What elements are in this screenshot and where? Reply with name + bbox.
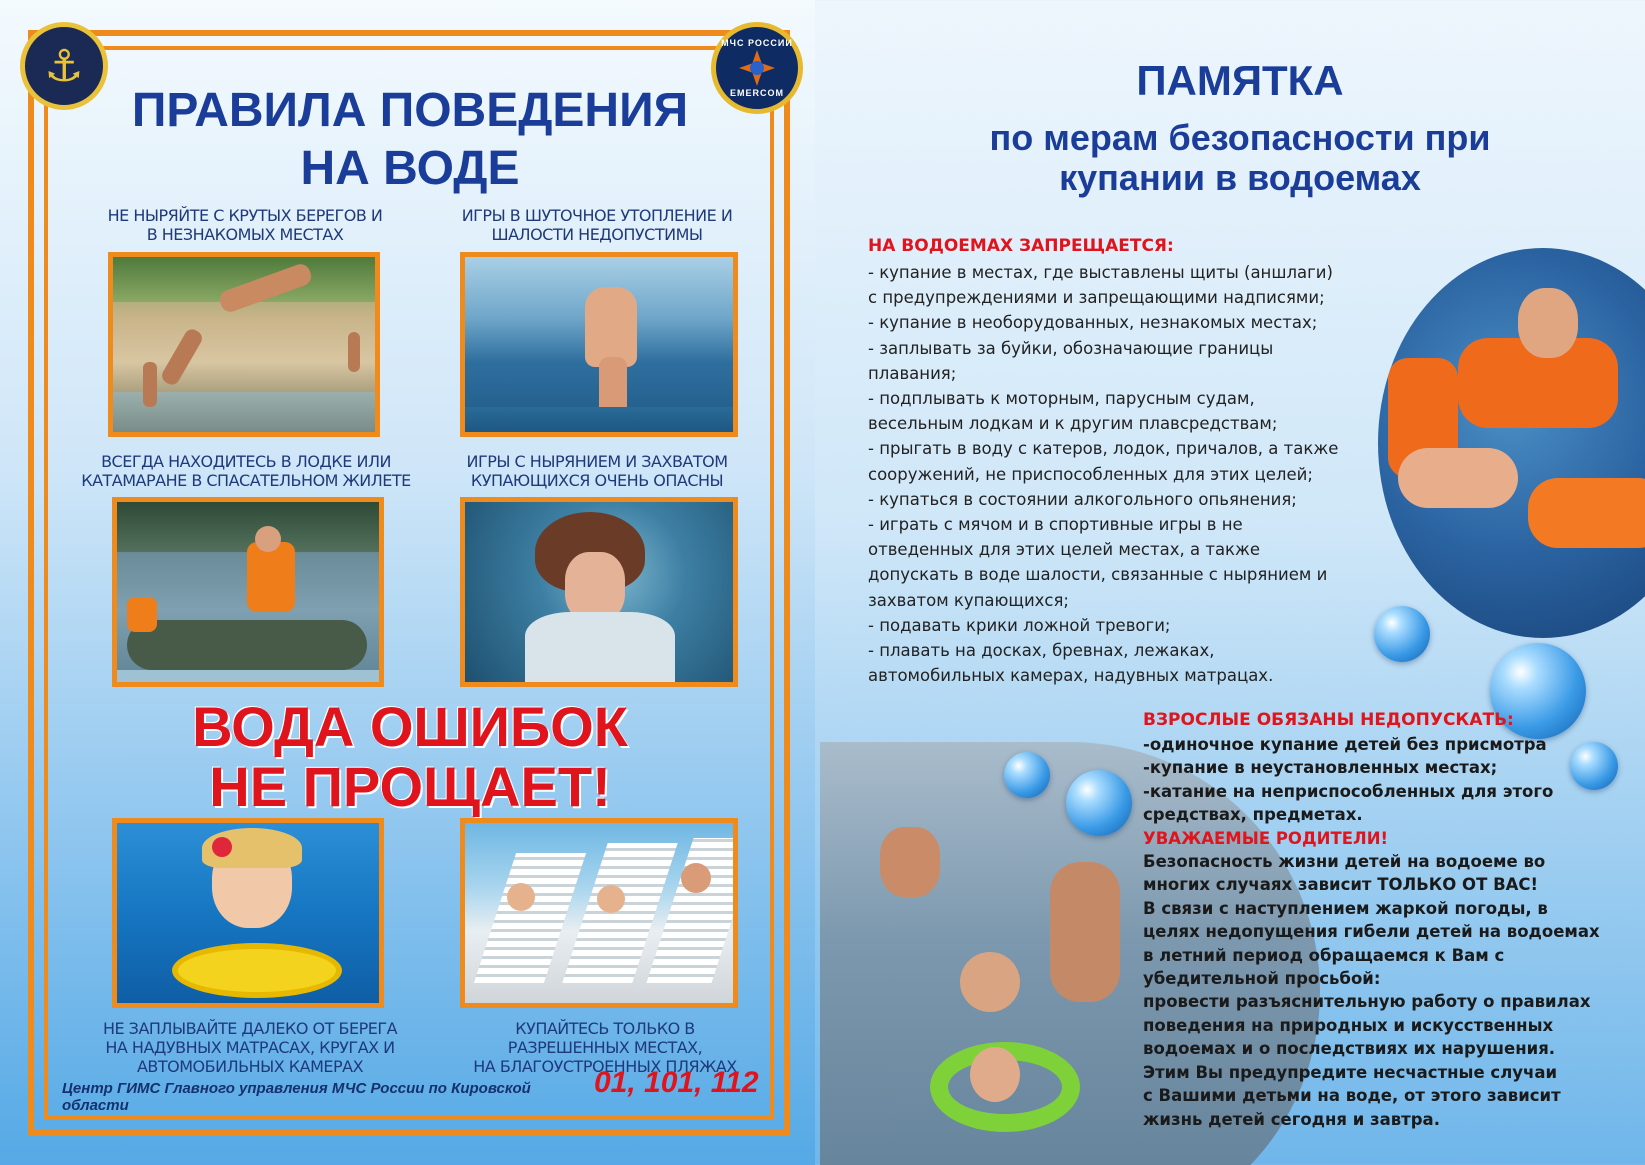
- caption-line: РАЗРЕШЕННЫХ МЕСТАХ,: [507, 1038, 703, 1057]
- mchs-logo-bottom-text: EMERCOM: [730, 88, 784, 98]
- caption-line: НА НАДУВНЫХ МАТРАСАХ, КРУГАХ И: [105, 1038, 395, 1057]
- list-item: провести разъяснительную работу о правилах: [1143, 992, 1591, 1012]
- list-item: - купаться в состоянии алкогольного опьянения;: [868, 489, 1297, 509]
- list-item: средствах, предметах.: [1143, 805, 1363, 825]
- caption-life-vest: [70, 452, 422, 490]
- mchs-star-icon: [739, 50, 775, 86]
- caption-line: В НЕЗНАКОМЫХ МЕСТАХ: [146, 225, 344, 244]
- list-item: в летний период обращаемся к Вам с: [1143, 945, 1505, 965]
- list-item: жизнь детей сегодня и завтра.: [1143, 1109, 1440, 1129]
- poster-title-line2: НА ВОДЕ: [300, 142, 520, 195]
- caption-line: ИГРЫ В ШУТОЧНОЕ УТОПЛЕНИЕ И: [461, 206, 733, 225]
- caption-far-from-shore: [75, 1019, 425, 1076]
- caption-diving: [75, 206, 415, 244]
- list-item: захватом купающихся;: [868, 590, 1069, 610]
- water-bubble: [1066, 770, 1132, 836]
- list-item: -купание в неустановленных местах;: [1143, 758, 1498, 778]
- water-bubble: [1004, 752, 1050, 798]
- safety-poster: [0, 0, 815, 1165]
- photo-girl-swim-ring: [112, 818, 384, 1008]
- forbidden-heading: НА ВОДОЕМАХ ЗАПРЕЩАЕТСЯ:: [868, 236, 1174, 256]
- list-item: допускать в воде шалости, связанные с нырянием и: [868, 565, 1328, 585]
- list-item: с предупреждениями и запрещающими надписями;: [868, 288, 1325, 308]
- caption-line: КУПАЙТЕСЬ ТОЛЬКО В: [515, 1019, 695, 1038]
- list-item: плавания;: [868, 363, 957, 383]
- photo-underwater-girl: [460, 497, 738, 687]
- photo-kids-sunbeds: [460, 818, 738, 1008]
- memo-subtitle-line2: купании в водоемах: [1059, 157, 1421, 198]
- list-item: целях недопущения гибели детей на водоемах: [1143, 922, 1600, 942]
- caption-diving-games: [427, 452, 767, 490]
- caption-line: ШАЛОСТИ НЕДОПУСТИМЫ: [491, 225, 703, 244]
- list-item: - заплывать за буйки, обозначающие границы: [868, 338, 1274, 358]
- list-item: -одиночное купание детей без присмотра: [1143, 735, 1547, 754]
- slogan-line1: ВОДА ОШИБОК: [192, 695, 628, 758]
- list-item: - прыгать в воду с катеров, лодок, причалов, а также: [868, 439, 1339, 459]
- list-item: -катание на неприспособленных для этого: [1143, 781, 1554, 801]
- caption-line: КАТАМАРАНЕ В СПАСАТЕЛЬНОМ ЖИЛЕТЕ: [81, 471, 411, 490]
- list-item: автомобильных камерах, надувных матрацах.: [868, 666, 1274, 686]
- footer-emergency-phones: 01, 101, 112: [594, 1066, 759, 1099]
- list-item: - плавать на досках, бревнах, лежаках,: [868, 641, 1215, 661]
- mchs-logo-top-text: МЧС РОССИИ: [721, 38, 793, 48]
- caption-line: КУПАЮЩИХСЯ ОЧЕНЬ ОПАСНЫ: [470, 471, 724, 490]
- list-item: Безопасность жизни детей на водоеме во: [1143, 852, 1546, 872]
- caption-line: НЕ НЫРЯЙТЕ С КРУТЫХ БЕРЕГОВ И: [107, 206, 383, 225]
- water-bubble: [1374, 606, 1430, 662]
- list-item: - подплывать к моторным, парусным судам,: [868, 389, 1255, 409]
- list-item: многих случаях зависит ТОЛЬКО ОТ ВАС!: [1143, 875, 1539, 895]
- photo-diving-from-bank: [108, 252, 380, 437]
- list-item: поведения на природных и искусственных: [1143, 1015, 1554, 1035]
- adults-and-parents-block: [1143, 733, 1601, 1131]
- list-item: - купание в местах, где выставлены щиты (аншлаги): [868, 263, 1333, 282]
- caption-line: НА БЛАГОУСТРОЕННЫХ ПЛЯЖАХ: [473, 1057, 737, 1076]
- caption-line: ИГРЫ С НЫРЯНИЕМ И ЗАХВАТОМ: [466, 452, 728, 471]
- list-item: Этим Вы предупредите несчастные случаи: [1143, 1062, 1558, 1082]
- anchor-icon: ⚓: [44, 40, 84, 92]
- list-item: с Вашими детьми на воде, от этого зависит: [1143, 1086, 1561, 1106]
- slogan-line2: НЕ ПРОЩАЕТ!: [209, 755, 611, 818]
- adults-heading: ВЗРОСЛЫЕ ОБЯЗАНЫ НЕДОПУСКАТЬ:: [1143, 710, 1514, 730]
- list-item: В связи с наступлением жаркой погоды, в: [1143, 898, 1548, 918]
- list-item: сооружений, не приспособленных для этих целей;: [868, 464, 1313, 484]
- caption-line: НЕ ЗАПЛЫВАЙТЕ ДАЛЕКО ОТ БЕРЕГА: [102, 1019, 398, 1038]
- list-item: водоемах и о последствиях их нарушения.: [1143, 1039, 1556, 1059]
- caption-line: АВТОМОБИЛЬНЫХ КАМЕРАХ: [136, 1057, 364, 1076]
- poster-title-line1: ПРАВИЛА ПОВЕДЕНИЯ: [131, 84, 689, 137]
- photo-boat-life-vest: [112, 497, 384, 687]
- memo-title: ПАМЯТКА: [1136, 57, 1344, 104]
- list-item: - играть с мячом и в спортивные игры в не: [868, 515, 1243, 535]
- parents-heading: УВАЖАЕМЫЕ РОДИТЕЛИ!: [1143, 828, 1389, 848]
- caption-line: ВСЕГДА НАХОДИТЕСЬ В ЛОДКЕ ИЛИ: [101, 452, 391, 471]
- footer-organization: Центр ГИМС Главного управления МЧС России по Кировской области: [62, 1080, 531, 1114]
- list-item: - подавать крики ложной тревоги;: [868, 615, 1171, 635]
- list-item: убедительной просьбой:: [1143, 969, 1381, 989]
- forbidden-list: [868, 260, 1370, 688]
- photo-drowning-hand: [460, 252, 738, 437]
- list-item: отведенных для этих целей местах, а также: [868, 540, 1261, 560]
- memo-subtitle-line1: по мерам безопасности при: [989, 117, 1491, 158]
- photo-people-life-vests: [1378, 248, 1645, 638]
- list-item: - купание в необорудованных, незнакомых местах;: [868, 313, 1318, 333]
- list-item: весельным лодкам и к другим плавсредствам;: [868, 414, 1278, 434]
- caption-joke-drowning: [427, 206, 767, 244]
